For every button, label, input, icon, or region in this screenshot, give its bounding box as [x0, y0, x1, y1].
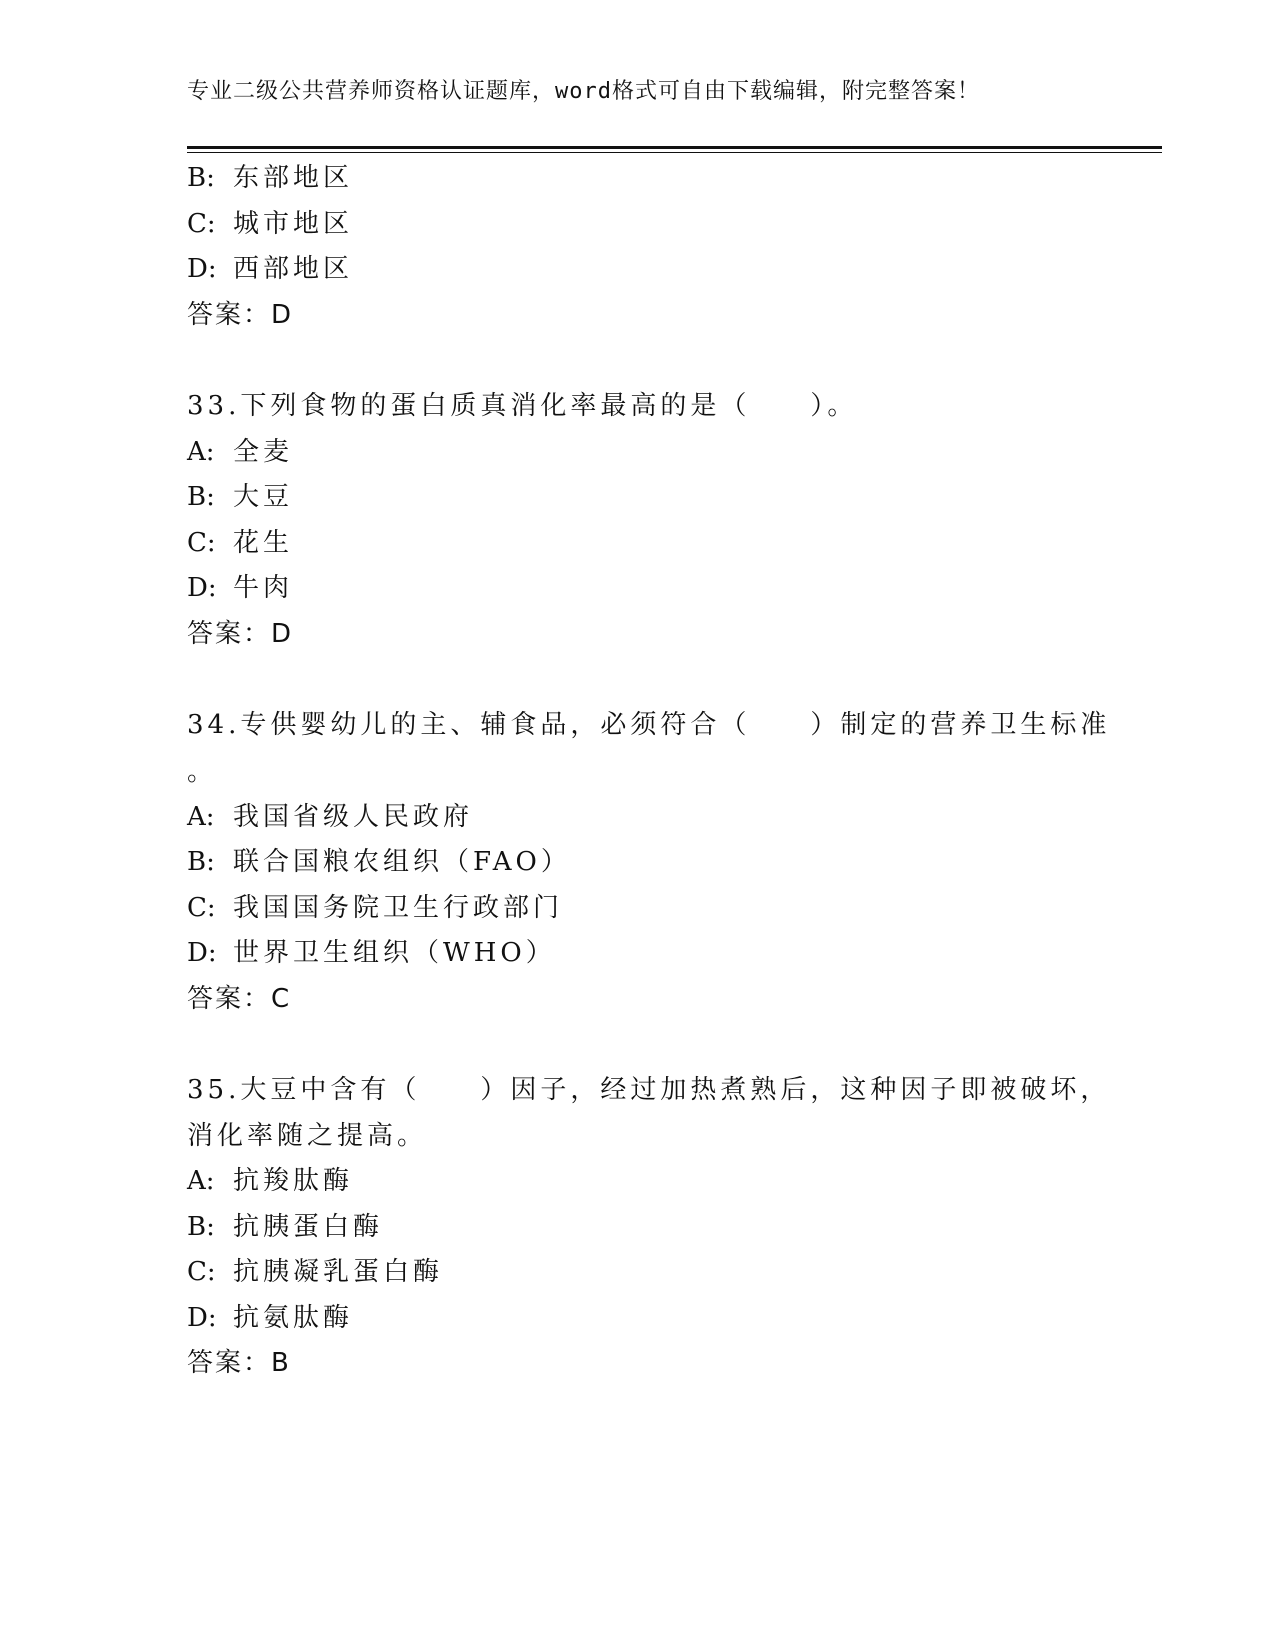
- option-line: D: 世界卫生组织（WHO）: [187, 938, 556, 968]
- option-line: B: 东部地区: [187, 163, 354, 193]
- header-rule-thin: [187, 152, 1162, 153]
- answer-line: 答案：C: [187, 983, 292, 1014]
- option-line: D: 抗氨肽酶: [187, 1302, 354, 1333]
- option-line: B: 联合国粮农组织（FAO）: [187, 847, 571, 877]
- question-stem: 34.专供婴幼儿的主、辅食品，必须符合（ ）制定的营养卫生标准: [187, 710, 1111, 740]
- option-line: C: 花生: [187, 527, 294, 558]
- spacer: [187, 657, 1087, 703]
- option-line: D: 西部地区: [187, 254, 354, 284]
- option-line: B: 大豆: [187, 482, 294, 512]
- option-line: A: 全麦: [187, 436, 294, 467]
- option-line: C: 城市地区: [187, 208, 354, 239]
- question-stem-continuation: 。: [187, 756, 218, 787]
- header-rule-thick: [187, 146, 1162, 149]
- question-content: [187, 156, 1111, 1387]
- spacer: [187, 1022, 1087, 1068]
- answer-line: 答案：D: [187, 299, 294, 330]
- option-line: D: 牛肉: [187, 573, 294, 603]
- option-line: A: 抗羧肽酶: [187, 1166, 354, 1196]
- question-stem: 35.大豆中含有（ ）因子，经过加热煮熟后，这种因子即被破坏，: [187, 1075, 1111, 1105]
- answer-line: 答案：B: [187, 1348, 291, 1378]
- answer-line: 答案：D: [187, 618, 294, 649]
- question-stem: 33.下列食物的蛋白质真消化率最高的是（ ）。: [187, 391, 858, 421]
- option-line: A: 我国省级人民政府: [187, 801, 474, 832]
- question-stem-continuation: 消化率随之提高。: [187, 1120, 428, 1151]
- option-line: B: 抗胰蛋白酶: [187, 1211, 384, 1242]
- option-line: C: 我国国务院卫生行政部门: [187, 892, 564, 923]
- page-header: 专业二级公共营养师资格认证题库，word格式可自由下载编辑，附完整答案！: [187, 79, 980, 104]
- option-line: C: 抗胰凝乳蛋白酶: [187, 1257, 444, 1287]
- spacer: [187, 338, 1087, 384]
